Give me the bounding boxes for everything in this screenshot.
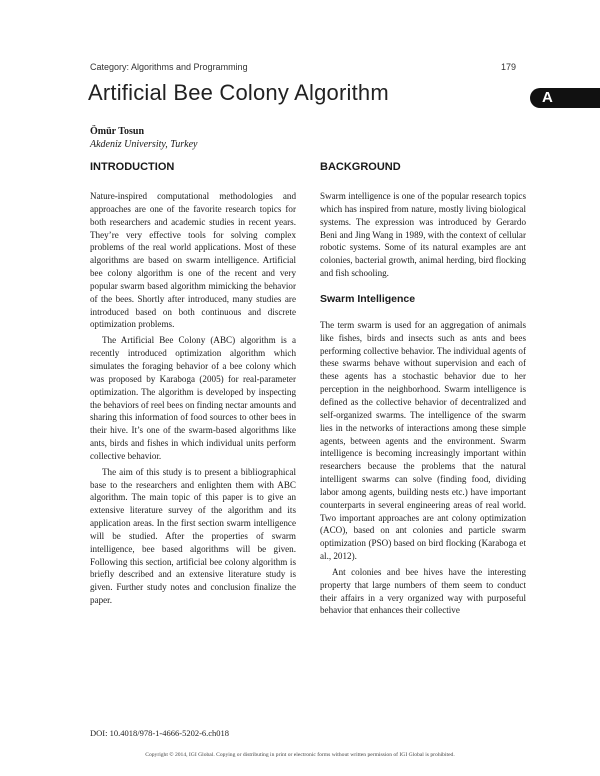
swarm-intelligence-heading: Swarm Intelligence	[320, 292, 416, 305]
page-number: 179	[500, 62, 516, 72]
introduction-heading: INTRODUCTION	[90, 161, 175, 173]
right-column	[320, 160, 526, 617]
author-affiliation: Akdeniz University, Turkey	[90, 139, 198, 150]
paragraph: The term swarm is used for an aggregation of animals like fishes, birds and insects such as ants and bees performing collective behavior. The individual agents of these swarms behave without supervision and each of these agents has a stochastic behavior due to her perception in the neighborhood. Swarm intelligence is defined as the collective behavior of decentralized and self-organized swarms. The intelligence of the swarm lies in the networks of interactions among these simple agents, between agents and the environment. Swarm intelligence is becoming increasingly important within researchers because the problems that the natural intelligent swarms can solve (finding food, dividing labor among agents, building nests etc.) have important counterparts in several engineering areas of real world. Two important approaches are ant colony optimization (ACO), based on ant colonies and particle swarm optimization (PSO) based on bird flocking (Karaboga et al., 2012).	[320, 319, 526, 562]
paragraph: Swarm intelligence is one of the popular research topics which has inspired from nature, mostly living biological systems. The expression was introduced by Gerardo Beni and Jing Wang in 1989, with the context of cellular robotic systems. Some of its natural examples are ant colonies, bacterial growth, animal herding, bird flocking and fish schooling.	[320, 191, 526, 279]
paragraph: The aim of this study is to present a bibliographical base to the researchers and enlighten them with ABC algorithm. The main topic of this paper is to give an extensive literature survey of the algorithm and its application areas. In the first section swarm intelligence will be studied. After the properties of swarm intelligence, bee based algorithms will be given. Following this section, artificial bee colony algorithm is briefly described and an extensive literature study is given. Further study notes and conclusion finalize the paper.	[90, 466, 296, 606]
doi: DOI: 10.4018/978-1-4666-5202-6.ch018	[90, 728, 230, 738]
author-name: Ömür Tosun	[90, 126, 145, 137]
background-heading: BACKGROUND	[320, 161, 401, 173]
paragraph: Ant colonies and bee hives have the interesting property that large numbers of them seem to conduct their affairs in a very organized way with purposeful behavior that enhances their collective	[320, 566, 526, 616]
article-title: Artificial Bee Colony Algorithm	[88, 80, 389, 105]
paragraph: Nature-inspired computational methodologies and approaches are one of the favorite research topics for both researchers and academic studies in recent years. They’re very effective tools for solving complex problems of the real world applications. Most of these algorithms are based on swarm intelligence. Artificial bee colony algorithm is one of the recent and very popular swarm based algorithm mimicking the behavior of the bees. Shortly after introduced, many studies are introduced based on both continuous and discrete optimization problems.	[90, 191, 296, 330]
copyright-notice: Copyright © 2014, IGI Global. Copying or distributing in print or electronic forms without written permission of IGI Global is prohibited.	[145, 752, 455, 758]
paragraph: The Artificial Bee Colony (ABC) algorithm is a recently introduced optimization algorithm which simulates the foraging behavior of a bee colony which was proposed by Karaboga (2005) for real-parameter optimization. The algorithm is developed by inspecting the behaviors of reel bees on finding nectar amounts and sharing this information of food sources to other bees in their hive. It’s one of the swarm-based algorithms like ants, birds and fishes in which individual units perform collective behavior.	[90, 335, 296, 461]
left-column	[90, 160, 296, 607]
category-label: Category: Algorithms and Programming	[90, 62, 248, 72]
section-letter-tab: A	[530, 88, 600, 108]
